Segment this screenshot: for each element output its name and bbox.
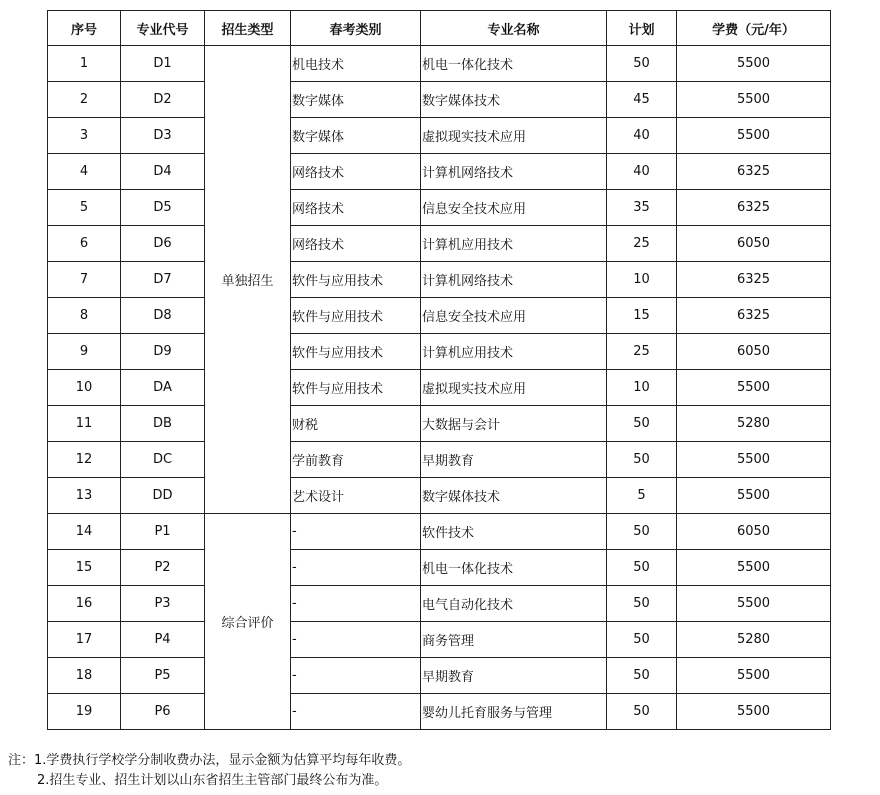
table-row [48,406,831,442]
cell-no: 18 [48,658,121,694]
header-code: 专业代号 [121,11,205,46]
cell-fee: 5500 [677,658,831,694]
cell-major: 数字媒体技术 [421,478,607,514]
cell-major: 商务管理 [421,622,607,658]
cell-code: D9 [121,334,205,370]
cell-category: - [291,586,421,622]
cell-code: DB [121,406,205,442]
cell-code: D3 [121,118,205,154]
cell-category: 机电技术 [291,46,421,82]
cell-plan: 35 [607,190,677,226]
cell-no: 10 [48,370,121,406]
cell-fee: 6325 [677,154,831,190]
cell-plan: 40 [607,154,677,190]
cell-fee: 5500 [677,46,831,82]
table-row [48,586,831,622]
cell-category: 数字媒体 [291,82,421,118]
cell-category: - [291,622,421,658]
cell-no: 9 [48,334,121,370]
cell-no: 7 [48,262,121,298]
cell-major: 大数据与会计 [421,406,607,442]
cell-plan: 50 [607,586,677,622]
table-row [48,226,831,262]
table-row [48,190,831,226]
admission-plan-table [47,10,831,730]
cell-code: D5 [121,190,205,226]
footnotes [8,751,410,791]
cell-code: D7 [121,262,205,298]
cell-major: 信息安全技术应用 [421,190,607,226]
cell-enroll-type: 单独招生 [205,46,291,514]
header-row [48,11,831,46]
cell-no: 15 [48,550,121,586]
cell-category: 软件与应用技术 [291,262,421,298]
cell-category: - [291,550,421,586]
table-row [48,550,831,586]
cell-plan: 50 [607,514,677,550]
cell-no: 4 [48,154,121,190]
cell-no: 17 [48,622,121,658]
cell-plan: 50 [607,658,677,694]
cell-code: P4 [121,622,205,658]
table-row [48,298,831,334]
cell-plan: 50 [607,46,677,82]
cell-no: 1 [48,46,121,82]
table-row [48,262,831,298]
cell-fee: 5500 [677,550,831,586]
cell-fee: 5500 [677,586,831,622]
cell-enroll-type: 综合评价 [205,514,291,730]
table-row [48,622,831,658]
cell-category: 财税 [291,406,421,442]
cell-category: 学前教育 [291,442,421,478]
cell-major: 虚拟现实技术应用 [421,118,607,154]
table-row [48,46,831,82]
cell-major: 早期教育 [421,442,607,478]
cell-fee: 6050 [677,514,831,550]
table-row [48,478,831,514]
cell-code: D8 [121,298,205,334]
cell-no: 2 [48,82,121,118]
cell-major: 电气自动化技术 [421,586,607,622]
cell-plan: 50 [607,406,677,442]
table-row [48,694,831,730]
table-row [48,334,831,370]
cell-plan: 25 [607,334,677,370]
cell-fee: 5500 [677,694,831,730]
cell-category: - [291,694,421,730]
cell-major: 机电一体化技术 [421,46,607,82]
cell-code: P3 [121,586,205,622]
cell-category: 软件与应用技术 [291,298,421,334]
cell-plan: 25 [607,226,677,262]
cell-major: 信息安全技术应用 [421,298,607,334]
table-row [48,118,831,154]
cell-category: 网络技术 [291,226,421,262]
cell-code: D1 [121,46,205,82]
cell-plan: 50 [607,550,677,586]
cell-major: 数字媒体技术 [421,82,607,118]
cell-fee: 5500 [677,442,831,478]
header-category: 春考类别 [291,11,421,46]
cell-no: 3 [48,118,121,154]
note-2: 2.招生专业、招生计划以山东省招生主管部门最终公布为准。 [37,773,388,788]
cell-major: 计算机网络技术 [421,262,607,298]
cell-no: 6 [48,226,121,262]
cell-fee: 5280 [677,622,831,658]
table-body [48,46,831,730]
cell-category: 网络技术 [291,154,421,190]
cell-major: 虚拟现实技术应用 [421,370,607,406]
cell-code: D6 [121,226,205,262]
table-row [48,370,831,406]
cell-fee: 5280 [677,406,831,442]
header-type: 招生类型 [205,11,291,46]
cell-fee: 5500 [677,370,831,406]
cell-no: 16 [48,586,121,622]
cell-category: 艺术设计 [291,478,421,514]
cell-no: 8 [48,298,121,334]
cell-fee: 6050 [677,334,831,370]
cell-plan: 45 [607,82,677,118]
cell-major: 计算机网络技术 [421,154,607,190]
cell-plan: 50 [607,622,677,658]
cell-major: 早期教育 [421,658,607,694]
cell-code: DA [121,370,205,406]
cell-code: P2 [121,550,205,586]
table-row [48,514,831,550]
cell-major: 计算机应用技术 [421,226,607,262]
cell-category: - [291,658,421,694]
cell-major: 计算机应用技术 [421,334,607,370]
header-fee: 学费（元/年） [677,11,831,46]
cell-fee: 6325 [677,190,831,226]
cell-category: 软件与应用技术 [291,334,421,370]
cell-code: P5 [121,658,205,694]
cell-fee: 6050 [677,226,831,262]
cell-fee: 5500 [677,478,831,514]
table-row [48,658,831,694]
cell-category: 软件与应用技术 [291,370,421,406]
cell-no: 12 [48,442,121,478]
cell-plan: 5 [607,478,677,514]
cell-category: 网络技术 [291,190,421,226]
header-major: 专业名称 [421,11,607,46]
cell-major: 机电一体化技术 [421,550,607,586]
cell-plan: 50 [607,442,677,478]
note-1: 注：1.学费执行学校学分制收费办法，显示金额为估算平均每年收费。 [8,753,411,768]
cell-fee: 6325 [677,298,831,334]
cell-category: - [291,514,421,550]
table-row [48,442,831,478]
cell-code: P1 [121,514,205,550]
cell-no: 13 [48,478,121,514]
cell-no: 11 [48,406,121,442]
cell-plan: 10 [607,262,677,298]
cell-category: 数字媒体 [291,118,421,154]
cell-no: 14 [48,514,121,550]
cell-plan: 10 [607,370,677,406]
cell-plan: 50 [607,694,677,730]
cell-plan: 15 [607,298,677,334]
cell-major: 软件技术 [421,514,607,550]
cell-code: DC [121,442,205,478]
cell-major: 婴幼儿托育服务与管理 [421,694,607,730]
table-row [48,154,831,190]
cell-no: 19 [48,694,121,730]
header-plan: 计划 [607,11,677,46]
cell-no: 5 [48,190,121,226]
cell-code: DD [121,478,205,514]
cell-plan: 40 [607,118,677,154]
cell-fee: 5500 [677,82,831,118]
table-row [48,82,831,118]
cell-code: P6 [121,694,205,730]
cell-code: D4 [121,154,205,190]
header-no: 序号 [48,11,121,46]
cell-code: D2 [121,82,205,118]
cell-fee: 6325 [677,262,831,298]
cell-fee: 5500 [677,118,831,154]
